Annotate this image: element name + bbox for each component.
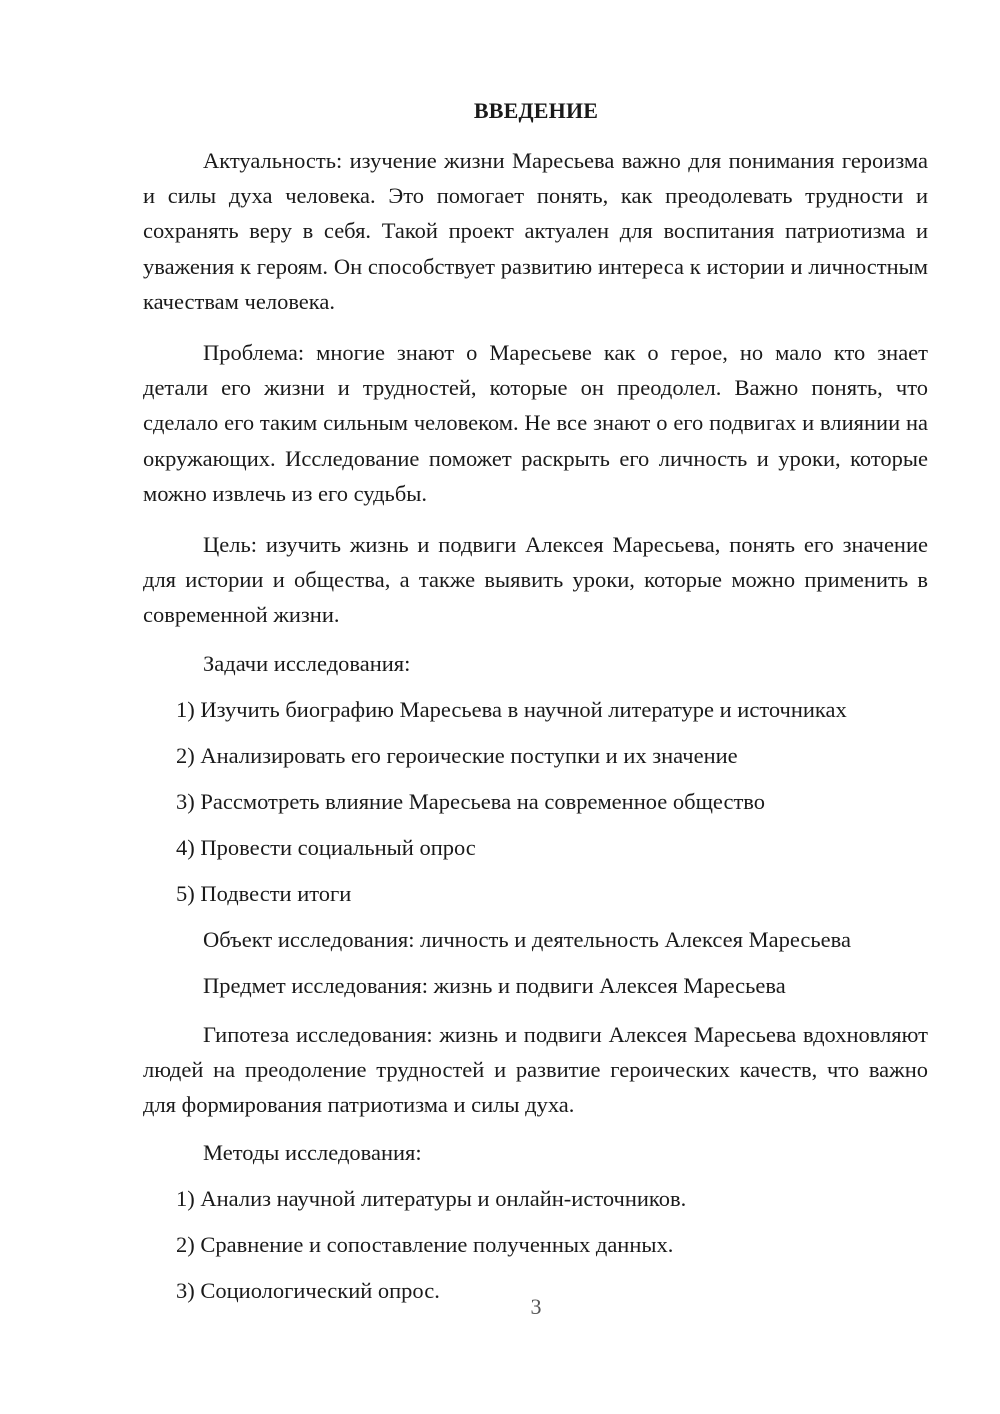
tasks-list <box>143 695 928 909</box>
list-item: 2) Анализировать его героические поступки и их значение <box>176 742 738 768</box>
relevance-paragraph: Актуальность: изучение жизни Маресьева важно для понимания героизма и силы духа человека. Это помогает понять, как преодолевать трудности и сохранять веру в себя. Такой проект актуален для воспитания патриотизма и уважения к героям. Он способствует развитию интереса к истории и личностным качествам человека. <box>143 148 928 314</box>
methods-heading: Методы исследования: <box>203 1140 422 1166</box>
list-item: 2) Сравнение и сопоставление полученных данных. <box>176 1232 674 1258</box>
research-subject: Предмет исследования: жизнь и подвиги Алексея Маресьева <box>203 972 786 998</box>
problem-paragraph: Проблема: многие знают о Маресьеве как о герое, но мало кто знает детали его жизни и трудностей, которые он преодолел. Важно понять, что сделало его таким сильным человеком. Не все знают о его подвигах и влиянии на окружающих. Исследование поможет раскрыть его личность и уроки, которые можно извлечь из его судьбы. <box>143 340 928 506</box>
page-content <box>143 143 928 1322</box>
list-item: 1) Анализ научной литературы и онлайн-источников. <box>176 1186 687 1212</box>
goal-paragraph: Цель: изучить жизнь и подвиги Алексея Маресьева, понять его значение для истории и общества, а также выявить уроки, которые можно применить в современной жизни. <box>143 532 928 628</box>
methods-list <box>143 1184 928 1306</box>
hypothesis-paragraph: Гипотеза исследования: жизнь и подвиги Алексея Маресьева вдохновляют людей на преодоление трудностей и развитие героических качеств, что важно для формирования патриотизма и силы духа. <box>143 1021 928 1118</box>
list-item: 3) Рассмотреть влияние Маресьева на современное общество <box>176 788 765 814</box>
list-item: 5) Подвести итоги <box>176 880 352 906</box>
list-item: 1) Изучить биографию Маресьева в научной литературе и источниках <box>176 696 847 722</box>
research-object: Объект исследования: личность и деятельность Алексея Маресьева <box>203 926 851 952</box>
page-number: 3 <box>530 1294 542 1319</box>
list-item: 4) Провести социальный опрос <box>176 834 476 860</box>
list-item: 3) Социологический опрос. <box>176 1278 440 1304</box>
page-title: ВВЕДЕНИЕ <box>473 98 599 123</box>
tasks-heading: Задачи исследования: <box>203 650 411 676</box>
